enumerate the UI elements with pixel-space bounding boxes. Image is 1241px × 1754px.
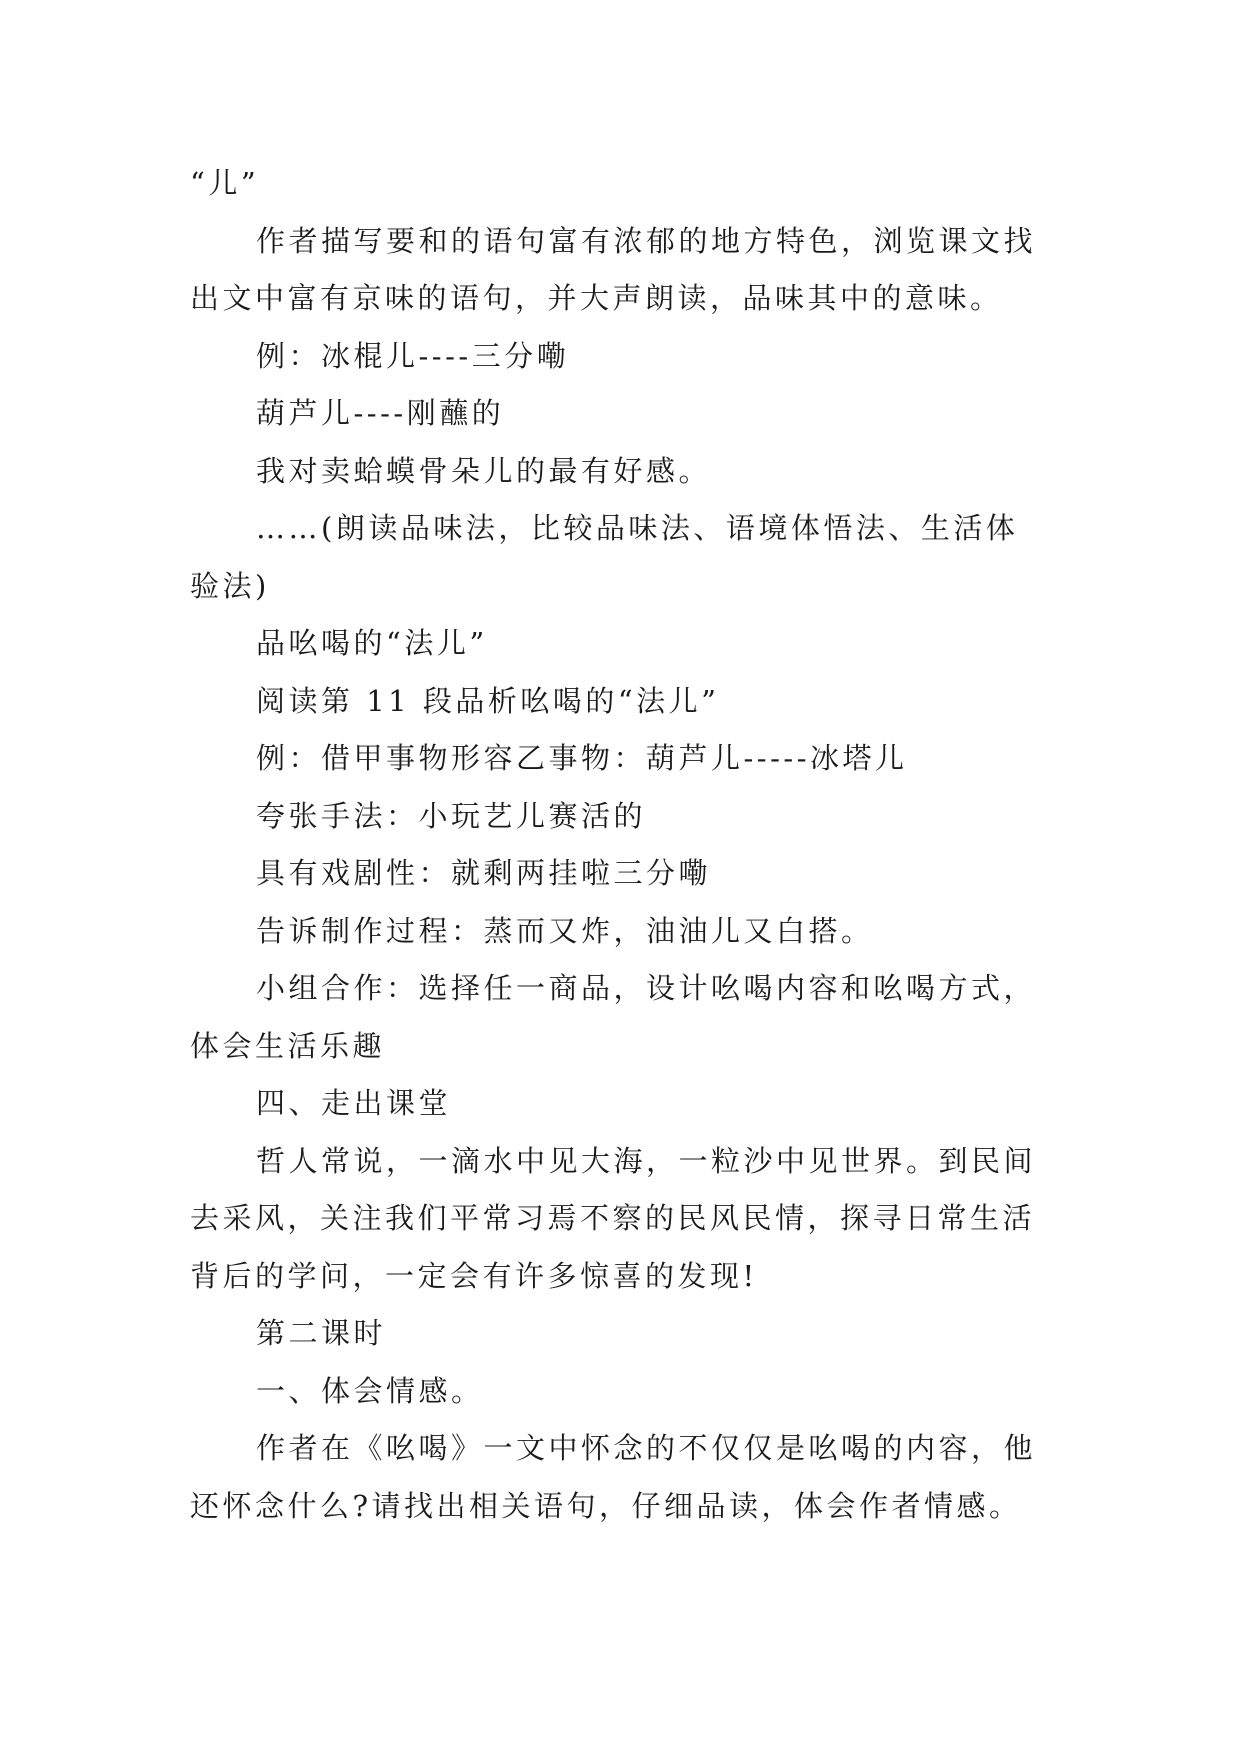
paragraph: 葫芦儿----刚蘸的 xyxy=(256,396,505,430)
paragraph: 例：冰棍儿----三分嘞 xyxy=(256,338,570,373)
paragraph: 品吆喝的“法儿” xyxy=(256,626,488,660)
paragraph: 我对卖蛤蟆骨朵儿的最有好感。 xyxy=(256,453,712,488)
paragraph: 阅读第 11 段品析吆喝的“法儿” xyxy=(256,683,720,718)
paragraph: ……(朗读品味法，比较品味法、语境体悟法、生活体验法) xyxy=(190,511,1019,603)
paragraph: 例：借甲事物形容乙事物：葫芦儿-----冰塔儿 xyxy=(256,741,908,775)
paragraph: 哲人常说，一滴水中见大海，一粒沙中见世界。到民间去采风，关注我们平常习焉不察的民风民情，探寻日常生活背后的学问，一定会有许多惊喜的发现! xyxy=(190,1143,1037,1293)
paragraph: 告诉制作过程：蒸而又炸，油油儿又白搭。 xyxy=(256,913,874,948)
paragraph-heading-er: “儿” xyxy=(190,166,260,200)
section-heading: 一、体会情感。 xyxy=(256,1373,484,1408)
paragraph: 作者在《吆喝》一文中怀念的不仅仅是吆喝的内容，他还怀念什么?请找出相关语句，仔细品读，体会作者情感。 xyxy=(190,1431,1037,1523)
paragraph: 具有戏剧性：就剩两挂啦三分嘞 xyxy=(256,856,712,890)
paragraph: 小组合作：选择任一商品，设计吆喝内容和吆喝方式，体会生活乐趣 xyxy=(190,971,1037,1063)
document-body xyxy=(190,155,1048,1535)
section-heading: 四、走出课堂 xyxy=(256,1086,452,1120)
section-heading: 第二课时 xyxy=(256,1316,387,1350)
paragraph: 作者描写要和的语句富有浓郁的地方特色，浏览课文找出文中富有京味的语句，并大声朗读，品味其中的意味。 xyxy=(190,223,1037,315)
paragraph: 夸张手法：小玩艺儿赛活的 xyxy=(256,798,647,833)
